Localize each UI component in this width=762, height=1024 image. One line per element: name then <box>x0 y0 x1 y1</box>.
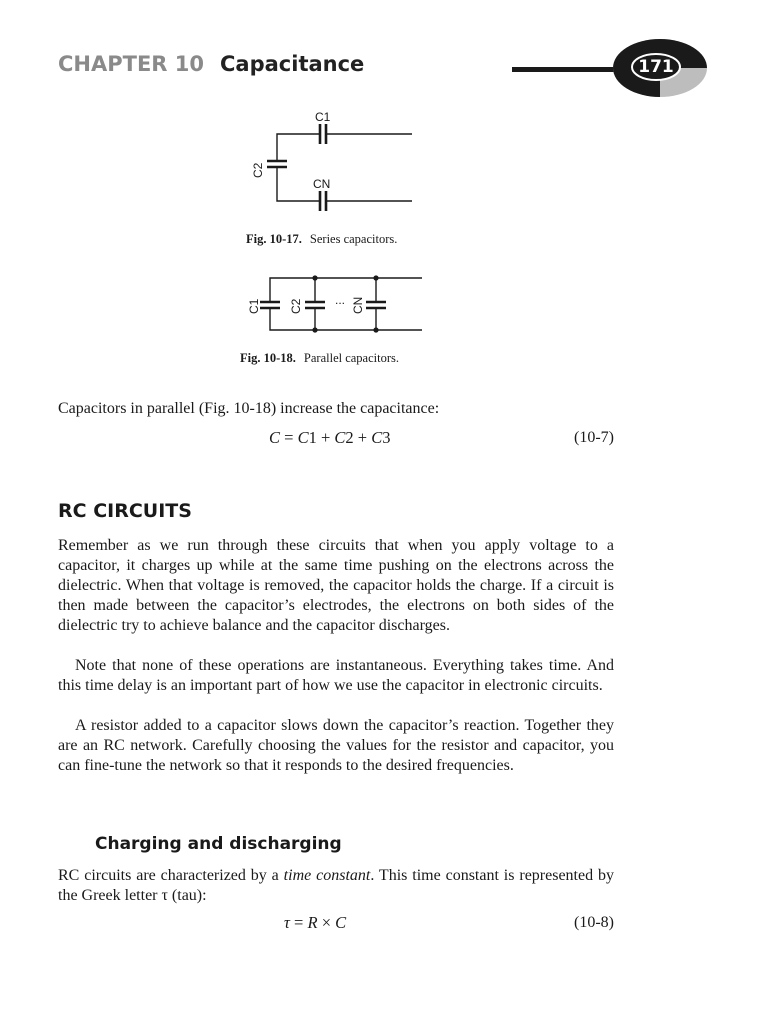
figure-caption-text: Parallel capacitors. <box>303 351 399 365</box>
label-c1: C1 <box>315 110 331 124</box>
eq-term-c: C <box>371 428 383 447</box>
page-number: 171 <box>638 57 674 77</box>
eq-term-r: R <box>307 913 318 932</box>
figure-caption-text: Series capacitors. <box>309 232 398 246</box>
section-heading: RC CIRCUITS <box>58 500 192 522</box>
equation-10-7: C = C1 + C2 + C3 <box>269 428 391 447</box>
paragraph: Note that none of these operations are instantaneous. Everything takes time. And this time delay is an important part of how we use the capacitor in electronic circuits. <box>58 657 614 694</box>
text-before: RC circuits are characterized by a <box>58 867 284 884</box>
label-cn: CN <box>351 296 365 314</box>
label-c1: C1 <box>247 298 261 314</box>
eq-term-c: C <box>334 428 346 447</box>
label-c2: C2 <box>251 162 265 178</box>
figure-caption-10-18 <box>240 351 399 366</box>
series-capacitor-diagram <box>240 108 430 220</box>
running-header <box>58 52 364 76</box>
parallel-intro: Capacitors in parallel (Fig. 10-18) increase the capacitance: <box>58 400 440 417</box>
eq-term-c: C <box>297 428 309 447</box>
text-after: . This time constant is represented by the Greek letter τ (tau): <box>58 867 614 904</box>
figure-caption-10-17 <box>246 232 397 247</box>
eq-index: 2 <box>345 428 354 447</box>
label-c2: C2 <box>289 298 303 314</box>
eq-index: 1 <box>308 428 317 447</box>
eq-index: 3 <box>382 428 391 447</box>
term-time-constant: time constant <box>283 867 371 884</box>
paragraph: A resistor added to a capacitor slows down the capacitor’s reaction. Together they are an RC network. Carefully choosing the values for the resistor and capacitor, you can fine-tune the network so that it responds to the desired frequencies. <box>58 717 614 774</box>
paragraph <box>58 866 614 906</box>
equation-number: (10-8) <box>574 914 614 931</box>
figure-number: Fig. 10-18. <box>240 351 296 365</box>
eq-lhs: τ <box>284 913 290 932</box>
equation-number: (10-7) <box>574 429 614 446</box>
figure-number: Fig. 10-17. <box>246 232 302 246</box>
eq-lhs: C <box>269 428 281 447</box>
subsection-heading: Charging and discharging <box>95 834 342 854</box>
parallel-capacitor-diagram <box>240 268 430 338</box>
paragraph: Remember as we run through these circuits that when you apply voltage to a capacitor, it charges up while at the same time pushing on the electrons across the dielectric. When that voltage is removed, the capacitor holds the charge. If a circuit is then made between the capacitor’s electrodes, the electrons on both sides of the dielectric try to achieve balance and the capacitor discharges. <box>58 537 614 634</box>
chapter-title: Capacitance <box>220 52 365 76</box>
eq-term-c: C <box>335 913 347 932</box>
label-cn: CN <box>313 177 331 191</box>
chapter-label: CHAPTER 10 <box>58 52 205 76</box>
equation-10-8: τ = R × C <box>284 913 347 932</box>
label-ellipsis: ... <box>335 293 346 307</box>
